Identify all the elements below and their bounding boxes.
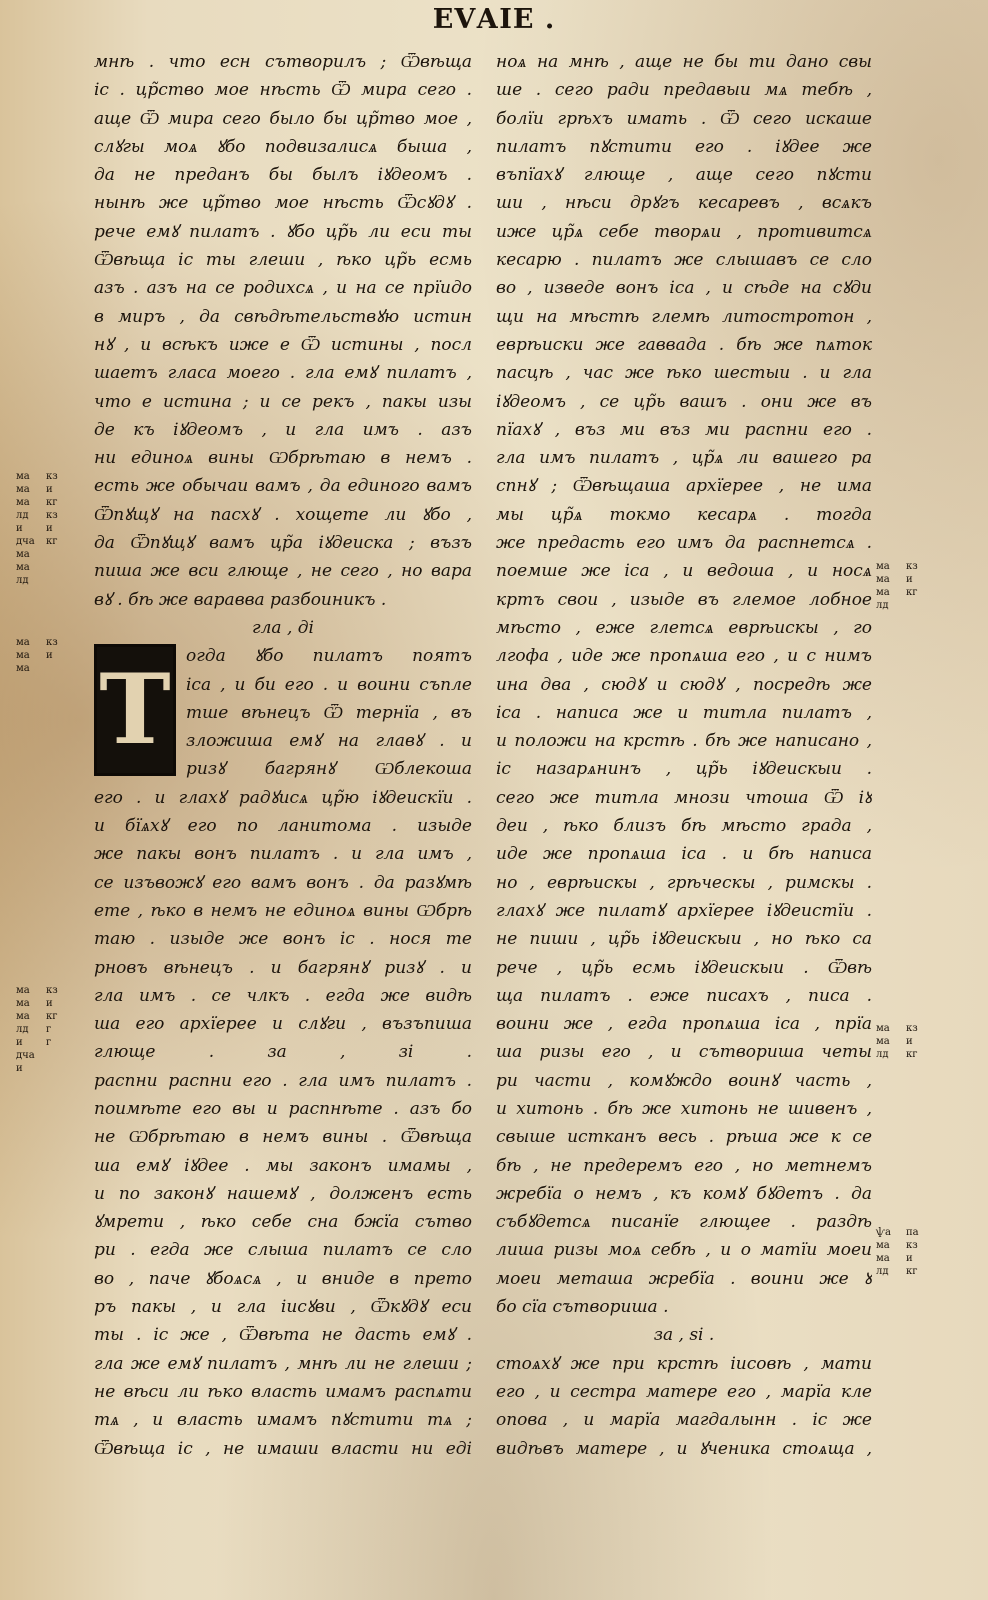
text-line: да не преданъ бы былъ іꙋдеомъ . <box>94 165 472 186</box>
text-line: огда ꙋбо пилатъ поятъ <box>186 646 472 667</box>
text-line: пилатъ пꙋстити его . іꙋдее же <box>496 136 872 157</box>
left-text-column <box>94 48 472 1463</box>
text-line: опова , и марїа магдалынн . іс же <box>496 1410 872 1431</box>
margin-note <box>16 984 70 1075</box>
text-line: его , и сестра матере его , марїа кле <box>496 1381 872 1402</box>
text-line: аще Ѿ мира сего было бы цр̃тво мое , <box>94 108 472 129</box>
margin-note-text: кз <box>906 1023 918 1034</box>
right-text-column <box>496 48 872 1463</box>
text-line: іс . цр̃ство мое нѣсть Ѿ мира сего . <box>94 80 472 101</box>
margin-note-text: и <box>46 650 53 661</box>
margin-note-text: дча <box>16 1050 35 1061</box>
text-line: вꙋ . бѣ же варавва разбоиникъ . <box>94 589 387 610</box>
decorated-initial <box>94 644 176 776</box>
text-line: спнꙋ ; Ѿвѣщаша архїерее , не има <box>496 476 872 497</box>
text-line: ризꙋ багрянꙋ Ѡблекоша <box>186 759 472 780</box>
margin-note-text: ма <box>876 1036 890 1047</box>
text-line: кесарю . пилатъ же слышавъ се сло <box>496 250 872 271</box>
text-line: мы цр̃ѧ токмо кесарѧ . тогда <box>496 504 872 525</box>
margin-note-text: лд <box>16 510 29 521</box>
margin-note-column <box>876 560 900 612</box>
margin-note-text: ма <box>876 1253 890 1264</box>
margin-note-text: ма <box>876 1023 890 1034</box>
text-line: нынѣ же цр̃тво мое нѣсть Ѿсꙋдꙋ . <box>94 193 472 214</box>
text-line: не пиши , цр̃ь іꙋдеискыи , но ѣко са <box>496 929 872 950</box>
text-line: лиша ризы моѧ себѣ , и о матїи моеи <box>496 1240 872 1261</box>
margin-note-text: кг <box>46 536 58 547</box>
text-line: іса . написа же и титла пилатъ , <box>496 702 872 723</box>
text-line: деи , ѣко близъ бѣ мѣсто града , <box>496 816 872 837</box>
margin-note-text: ма <box>16 663 30 674</box>
margin-note-column <box>46 470 70 587</box>
text-line: же пакы вонъ пилатъ . и гла имъ , <box>94 844 472 865</box>
text-line: се изъвожꙋ его вамъ вонъ . да разꙋмѣ <box>94 872 472 893</box>
text-line: ꙋмрети , ѣко себе сна бжїа сътво <box>94 1212 472 1233</box>
text-line: ша его архїерее и слꙋги , възъпиша <box>94 1014 472 1035</box>
text-line: слꙋгы моѧ ꙋбо подвизалисѧ быша , <box>94 136 472 157</box>
margin-note-text: ма <box>16 637 30 648</box>
text-line: гла же емꙋ пилатъ , мнѣ ли не глеши ; <box>94 1353 472 1374</box>
margin-note-text: кг <box>46 1011 58 1022</box>
margin-note-text: кз <box>46 637 58 648</box>
margin-note-text: ма <box>16 998 30 1009</box>
text-line: щи на мѣстѣ глемѣ литостротон , <box>496 306 872 327</box>
text-line: во , паче ꙋбоѧсѧ , и вниде в прето <box>94 1268 472 1289</box>
margin-note-text: лд <box>16 575 29 586</box>
text-line: рече , цр̃ь есмь іꙋдеискыи . Ѿвѣ <box>496 957 872 978</box>
text-line: ша емꙋ іꙋдее . мы законъ имамы , <box>94 1155 472 1176</box>
text-line: ты . іс же , Ѿвѣта не дасть емꙋ . <box>94 1325 472 1346</box>
margin-note-text: и <box>906 1253 913 1264</box>
text-line: поемше же іса , и ведоша , и носѧ <box>496 561 872 582</box>
margin-note-text: ма <box>16 562 30 573</box>
margin-note-text: ма <box>876 561 890 572</box>
text-line: рече емꙋ пилатъ . ꙋбо цр̃ь ли еси ты <box>94 221 472 242</box>
margin-note-text: г <box>46 1024 52 1035</box>
margin-note <box>876 1022 930 1061</box>
text-line: ина два , сюдꙋ и сюдꙋ , посредѣ же <box>496 674 872 695</box>
margin-note-text: ма <box>16 1011 30 1022</box>
margin-note-text: дча <box>16 536 35 547</box>
margin-note-text: ма <box>876 1240 890 1251</box>
text-line: и хитонь . бѣ же хитонь не шивенъ , <box>496 1098 872 1119</box>
margin-note <box>876 560 930 612</box>
margin-note-text: ма <box>16 985 30 996</box>
margin-note-column <box>16 984 40 1075</box>
text-line: еврѣиски же гаввада . бѣ же пѧток <box>496 334 872 355</box>
text-line: събꙋдетсѧ писанїе глющее . раздѣ <box>496 1212 872 1233</box>
text-line: зложиша емꙋ на главꙋ . и <box>186 731 472 752</box>
margin-note-text: лд <box>16 1024 29 1035</box>
margin-note-text: ма <box>876 587 890 598</box>
margin-note-text: кз <box>906 561 918 572</box>
margin-note-text: ма <box>16 497 30 508</box>
text-line: распни распни его . гла имъ пилатъ . <box>94 1070 472 1091</box>
text-line: свыше истканъ весь . рѣша же к се <box>496 1127 872 1148</box>
margin-note-text: и <box>16 523 23 534</box>
text-line: да Ѿпꙋщꙋ вамъ цр̃а іꙋдеиска ; възъ <box>94 533 472 554</box>
text-line: болїи грѣхъ имать . Ѿ сего искаше <box>496 108 872 129</box>
text-line: за , ѕі . <box>653 1325 715 1346</box>
chapter-heading: гла , ді <box>252 617 314 638</box>
margin-note-text: и <box>46 998 53 1009</box>
margin-note-column <box>46 984 70 1075</box>
running-head: ЕVАIE . <box>432 4 556 35</box>
text-line: лгофа , иде же пропѧша его , и с нимъ <box>496 646 872 667</box>
text-line: бо сїа сътвориша . <box>496 1297 669 1318</box>
text-line: кртъ свои , изыде въ глемое лобное <box>496 589 872 610</box>
margin-note-text: и <box>46 523 53 534</box>
text-line: Ѿвѣща іс ты глеши , ѣко цр̃ь есмь <box>94 250 472 271</box>
margin-note-text: лд <box>876 1049 889 1060</box>
left-lines-top <box>94 48 472 614</box>
margin-note-text: кз <box>46 471 58 482</box>
text-line: стоѧхꙋ же при крстѣ іисовѣ , мати <box>496 1353 872 1374</box>
text-line: глахꙋ же пилатꙋ архїерее іꙋдеистїи . <box>496 900 872 921</box>
text-line: ни единоѧ вины Ѡбрѣтаю в немъ . <box>94 448 472 469</box>
text-line: мнѣ . что есн сътворилъ ; Ѿвѣща <box>94 52 472 72</box>
text-line: иде же пропѧша іса . и бѣ написа <box>496 844 872 865</box>
margin-note-column <box>876 1226 900 1278</box>
text-line: во , изведе вонъ іса , и сѣде на сꙋди <box>496 278 872 299</box>
margin-note-text: лд <box>876 600 889 611</box>
text-line: и положи на крстѣ . бѣ же написано , <box>496 731 872 752</box>
margin-note-text: и <box>46 484 53 495</box>
margin-note-column <box>16 636 40 675</box>
text-line: ри . егда же слыша пилатъ се сло <box>94 1240 472 1261</box>
text-line: рновъ вѣнецъ . и багрянꙋ ризꙋ . и <box>94 957 472 978</box>
text-line: тѧ , и власть имамъ пꙋстити тѧ ; <box>94 1410 472 1431</box>
margin-note-text: и <box>16 1063 23 1074</box>
text-line: ри части , комꙋждо воинꙋ часть , <box>496 1070 872 1091</box>
text-line: тше вѣнецъ Ѿ тернїа , въ <box>186 702 472 723</box>
text-line: пїахꙋ , въз ми въз ми распни его . <box>496 419 872 440</box>
text-line: моеи меташа жребїа . воини же ꙋ <box>496 1268 872 1289</box>
margin-note-text: кг <box>46 497 58 508</box>
margin-note-text: кг <box>906 1049 918 1060</box>
text-line: мѣсто , еже глетсѧ еврѣискы , го <box>496 617 872 638</box>
text-line: ете , ѣко в немъ не единоѧ вины Ѡбрѣ <box>94 900 472 921</box>
margin-note-text: ма <box>16 484 30 495</box>
margin-note-text: ма <box>16 650 30 661</box>
text-line: не Ѡбрѣтаю в немъ вины . Ѿвѣща <box>94 1127 472 1148</box>
margin-note-text: кз <box>46 510 58 521</box>
margin-note-text: па <box>906 1227 919 1238</box>
text-line: Ѿвѣща іс , не имаши власти ни еді <box>94 1438 472 1459</box>
text-line: ща пилатъ . еже писахъ , писа . <box>496 985 872 1006</box>
margin-note-column <box>16 470 40 587</box>
margin-note <box>16 470 70 587</box>
text-line: но , еврѣискы , грѣческы , римскы . <box>496 872 872 893</box>
margin-note-text: кз <box>46 985 58 996</box>
margin-note-text: ма <box>876 574 890 585</box>
margin-note-column <box>906 1226 930 1278</box>
margin-note-text: ма <box>16 549 30 560</box>
margin-note <box>16 636 70 675</box>
margin-note-text: ма <box>16 471 30 482</box>
text-line: в миръ , да свѣдѣтельствꙋю истин <box>94 306 472 327</box>
left-lines-bottom <box>94 784 472 1463</box>
text-line: сего же титла мнози чтоша Ѿ іꙋ <box>496 787 872 808</box>
text-line: его . и глахꙋ радꙋисѧ цр̃ю іꙋдеискїи . <box>94 787 472 808</box>
text-line: и по законꙋ нашемꙋ , долженъ есть <box>94 1183 472 1204</box>
margin-note-column <box>876 1022 900 1061</box>
text-line: де къ іꙋдеомъ , и гла имъ . азъ <box>94 419 472 440</box>
margin-note-text: и <box>906 1036 913 1047</box>
margin-note-text: кз <box>906 1240 918 1251</box>
text-line: гла имъ пилатъ , цр̃ѧ ли вашего ра <box>496 448 872 469</box>
text-line: что е истина ; и се рекъ , пакы изы <box>94 391 472 412</box>
text-line: есть же обычаи вамъ , да единого вамъ <box>94 476 472 497</box>
text-line: ша ризы его , и сътвориша четы <box>496 1042 872 1063</box>
text-line: пиша же вси глюще , не сего , но вара <box>94 561 472 582</box>
text-line: жребїа о немъ , къ комꙋ бꙋдетъ . да <box>496 1183 872 1204</box>
text-line: іꙋдеомъ , се цр̃ь вашъ . они же въ <box>496 391 872 412</box>
text-line: нꙋ , и всѣкъ иже е Ѿ истины , посл <box>94 334 472 355</box>
margin-note-column <box>46 636 70 675</box>
text-line: іс назарѧнинъ , цр̃ь іꙋдеискыи . <box>496 759 872 780</box>
text-line: таю . изыде же вонъ іс . нося те <box>94 929 472 950</box>
text-line: и бїѧхꙋ его по ланитома . изыде <box>94 816 472 837</box>
margin-note-text: и <box>16 1037 23 1048</box>
text-line: гла имъ . се члкъ . егда же видѣ <box>94 985 472 1006</box>
margin-note-column <box>906 1022 930 1061</box>
margin-note-text: и <box>906 574 913 585</box>
text-line: ноѧ на мнѣ , аще не бы ти дано свы <box>496 52 872 72</box>
margin-note-text: кг <box>906 587 918 598</box>
margin-note-column <box>906 560 930 612</box>
text-line: іса , и би его . и воини съпле <box>186 674 472 695</box>
text-line: не вѣси ли ѣко власть имамъ распѧти <box>94 1381 472 1402</box>
margin-note-text: г <box>46 1037 52 1048</box>
text-line: Ѿпꙋщꙋ на пасхꙋ . хощете ли ꙋбо , <box>94 504 472 525</box>
text-line: ше . сего ради предавыи мѧ тебѣ , <box>496 80 872 101</box>
margin-note-text: ѱа <box>876 1227 891 1238</box>
initial-letter: Т <box>99 653 171 767</box>
text-line: въпїахꙋ глюще , аще сего пꙋсти <box>496 165 872 186</box>
text-line: иже цр̃ѧ себе творѧи , противитсѧ <box>496 221 872 242</box>
text-line: воини же , егда пропѧша іса , прїа <box>496 1014 872 1035</box>
text-line: пасцѣ , час же ѣко шестыи . и гла <box>496 363 872 384</box>
text-line: ши , нѣси дрꙋгъ кесаревъ , всѧкъ <box>496 193 872 214</box>
margin-note <box>876 1226 930 1278</box>
text-line: поимѣте его вы и распнѣте . азъ бо <box>94 1098 472 1119</box>
margin-note-text: лд <box>876 1266 889 1277</box>
text-line: ръ пакы , и гла іисꙋви , Ѿкꙋдꙋ еси <box>94 1297 472 1318</box>
initial-block <box>94 642 472 783</box>
text-line: же предасть его имъ да распнетсѧ . <box>496 533 872 554</box>
margin-note-text: кг <box>906 1266 918 1277</box>
text-line: глюще . за , зі . <box>94 1042 472 1063</box>
text-line: азъ . азъ на се родихсѧ , и на се прїидо <box>94 278 472 299</box>
text-line: бѣ , не предеремъ его , но метнемъ <box>496 1155 872 1176</box>
text-line: шаетъ гласа моего . гла емꙋ пилатъ , <box>94 363 472 384</box>
text-line: видѣвъ матере , и ꙋченика стоѧща , <box>496 1438 872 1459</box>
